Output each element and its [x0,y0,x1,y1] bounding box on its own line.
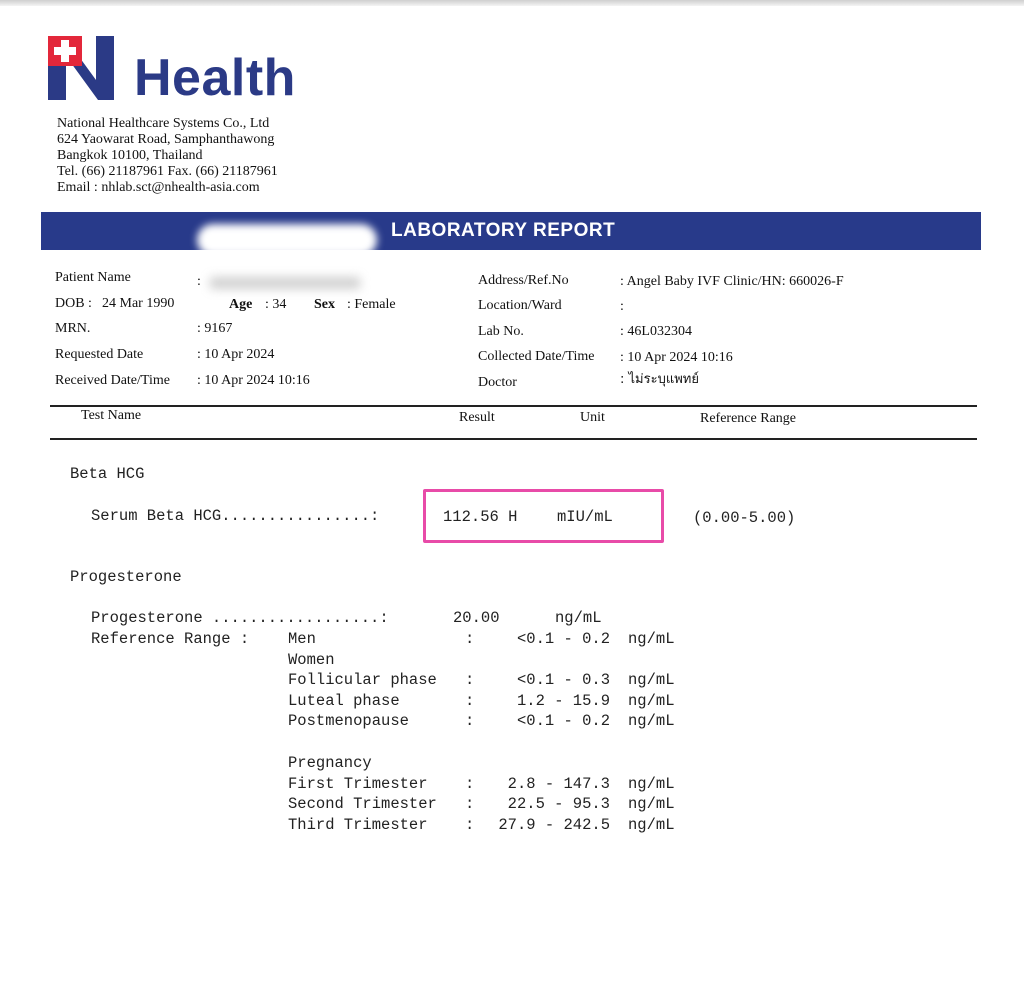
mrn-value: : 9167 [197,321,233,336]
reference-separator: : [465,692,475,710]
report-banner [41,212,981,250]
reference-range-value: 22.5 - 95.3 [507,795,610,813]
company-street: 624 Yaowarat Road, Samphanthawong [57,132,275,147]
mrn-label: MRN. [55,321,91,336]
lab-no-label: Lab No. [478,324,524,339]
reference-range-unit: ng/mL [628,775,675,793]
address-value: : Angel Baby IVF Clinic/HN: 660026-F [620,274,844,289]
collected-date-value: : 10 Apr 2024 10:16 [620,350,733,365]
reference-range-unit: ng/mL [628,630,675,648]
n-health-logo [48,36,114,100]
redacted-patient-name [210,277,360,289]
doctor-value: : ไม่ระบุแพทย์ [620,372,699,387]
page-edge [0,0,1024,6]
sex-value: : Female [347,297,396,312]
doctor-label: Doctor [478,375,517,390]
reference-range-value: 27.9 - 242.5 [498,816,610,834]
lab-no-value: : 46L032304 [620,324,692,339]
reference-separator: : [465,712,475,730]
reference-group-label: Luteal phase [288,692,400,710]
col-result: Result [459,410,495,425]
reference-group-label: Follicular phase [288,671,437,689]
company-name: National Healthcare Systems Co., Ltd [57,116,270,131]
col-test-name: Test Name [81,408,142,423]
reference-group-label: Men [288,630,316,648]
location-value: : [620,299,624,314]
company-email: Email : nhlab.sct@nhealth-asia.com [57,180,260,195]
redacted-blur [197,224,377,256]
company-address [57,116,278,196]
reference-separator: : [465,816,475,834]
report-title: LABORATORY REPORT [391,220,616,241]
company-phone: Tel. (66) 21187961 Fax. (66) 21187961 [57,164,278,179]
reference-range-unit: ng/mL [628,712,675,730]
reference-group-label: Pregnancy [288,754,372,772]
requested-date-label: Requested Date [55,347,144,362]
col-reference: Reference Range [700,411,796,426]
collected-date-label: Collected Date/Time [478,349,595,364]
reference-range-value: <0.1 - 0.3 [516,671,610,689]
beta-hcg-section: Beta HCG [70,465,145,483]
progesterone-label: Progesterone ..................: [91,609,389,627]
dob-value: 24 Mar 1990 [102,296,175,311]
reference-group-label: First Trimester [288,775,428,793]
age-label: Age [229,297,253,312]
requested-date-value: : 10 Apr 2024 [197,347,275,362]
reference-range-value: <0.1 - 0.2 [516,712,610,730]
reference-separator: : [465,795,475,813]
reference-range-value: 1.2 - 15.9 [516,692,610,710]
progesterone-unit: ng/mL [555,609,602,627]
patient-name-label: Patient Name [55,270,131,285]
reference-range-value: 2.8 - 147.3 [507,775,610,793]
reference-range-unit: ng/mL [628,816,675,834]
received-date-label: Received Date/Time [55,373,170,388]
progesterone-section: Progesterone [70,568,182,586]
col-unit: Unit [580,410,605,425]
serum-beta-hcg-label: Serum Beta HCG................: [91,507,380,525]
sex-label: Sex [314,297,335,312]
reference-separator: : [465,775,475,793]
location-label: Location/Ward [478,298,562,313]
company-city: Bangkok 10100, Thailand [57,148,203,163]
progesterone-result: 20.00 [453,609,500,627]
header-rule-bottom [50,438,977,440]
reference-range-label: Reference Range : [91,630,250,648]
reference-range-unit: ng/mL [628,795,675,813]
age-value: : 34 [265,297,287,312]
reference-range-unit: ng/mL [628,671,675,689]
reference-range-unit: ng/mL [628,692,675,710]
reference-separator: : [465,630,475,648]
beta-hcg-reference: (0.00-5.00) [693,509,796,527]
header-rule-top [50,405,977,407]
received-date-value: : 10 Apr 2024 10:16 [197,373,310,388]
reference-group-label: Third Trimester [288,816,428,834]
address-label: Address/Ref.No [478,273,569,288]
beta-hcg-unit: mIU/mL [557,508,613,526]
reference-group-label: Postmenopause [288,712,409,730]
reference-separator: : [465,671,475,689]
beta-hcg-result: 112.56 H [443,508,518,526]
result-highlight-box [423,489,664,543]
patient-name-sep: : [197,274,201,289]
reference-group-label: Second Trimester [288,795,437,813]
brand-name: Health [134,49,296,107]
dob-label: DOB : [55,296,92,311]
reference-range-value: <0.1 - 0.2 [516,630,610,648]
reference-group-label: Women [288,651,335,669]
